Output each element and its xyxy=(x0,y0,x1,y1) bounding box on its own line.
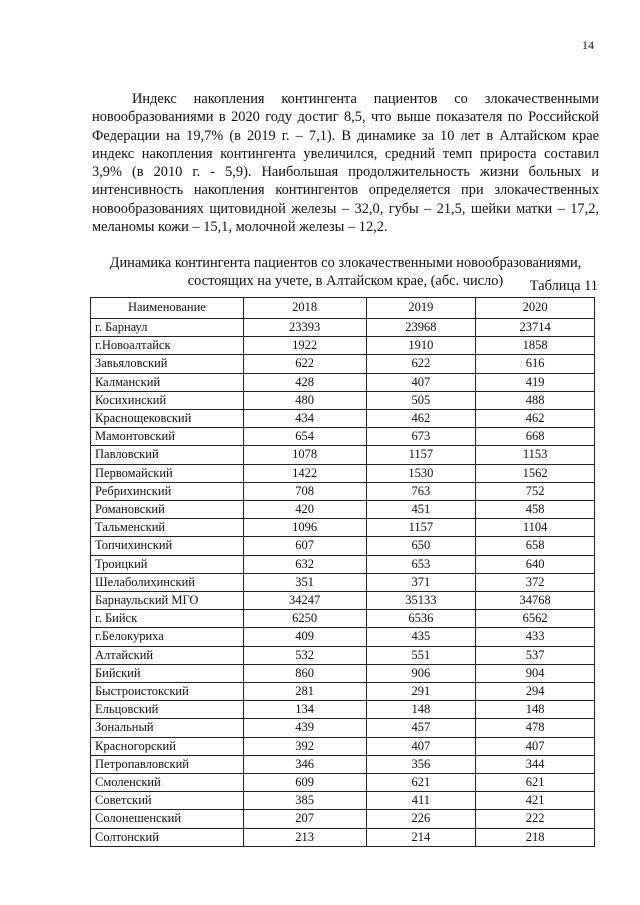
table-row xyxy=(91,446,595,464)
table-row xyxy=(91,519,595,537)
row-value-cell: 281 xyxy=(243,683,366,701)
table-row xyxy=(91,373,595,391)
row-value-cell: 609 xyxy=(243,774,366,792)
table-row xyxy=(91,792,595,810)
row-value-cell: 1562 xyxy=(476,464,595,482)
row-value-cell: 218 xyxy=(476,828,595,846)
row-value-cell: 860 xyxy=(243,664,366,682)
row-name-cell: Ельцовский xyxy=(91,701,244,719)
row-value-cell: 294 xyxy=(476,683,595,701)
row-name-cell: Барнаульский МГО xyxy=(91,592,244,610)
row-value-cell: 1096 xyxy=(243,519,366,537)
row-value-cell: 763 xyxy=(366,482,476,500)
row-value-cell: 505 xyxy=(366,391,476,409)
table-row xyxy=(91,355,595,373)
table-row xyxy=(91,592,595,610)
row-value-cell: 411 xyxy=(366,792,476,810)
row-value-cell: 148 xyxy=(476,701,595,719)
row-name-cell: Калманский xyxy=(91,373,244,391)
table-row xyxy=(91,319,595,337)
row-value-cell: 451 xyxy=(366,501,476,519)
row-value-cell: 462 xyxy=(476,410,595,428)
row-name-cell: г. Барнаул xyxy=(91,319,244,337)
row-name-cell: Шелаболихинский xyxy=(91,573,244,591)
row-value-cell: 640 xyxy=(476,555,595,573)
row-name-cell: Первомайский xyxy=(91,464,244,482)
row-value-cell: 532 xyxy=(243,646,366,664)
row-value-cell: 344 xyxy=(476,755,595,773)
header-2018: 2018 xyxy=(243,298,366,319)
row-value-cell: 537 xyxy=(476,646,595,664)
table-row xyxy=(91,410,595,428)
row-value-cell: 392 xyxy=(243,737,366,755)
row-value-cell: 407 xyxy=(476,737,595,755)
table-row xyxy=(91,701,595,719)
row-value-cell: 23714 xyxy=(476,319,595,337)
table-row xyxy=(91,482,595,500)
table-row xyxy=(91,337,595,355)
table-row xyxy=(91,573,595,591)
row-value-cell: 480 xyxy=(243,391,366,409)
table-row xyxy=(91,646,595,664)
row-name-cell: Краснощековский xyxy=(91,410,244,428)
table-row xyxy=(91,555,595,573)
row-value-cell: 621 xyxy=(366,774,476,792)
row-value-cell: 351 xyxy=(243,573,366,591)
row-value-cell: 222 xyxy=(476,810,595,828)
row-value-cell: 434 xyxy=(243,410,366,428)
row-value-cell: 1157 xyxy=(366,519,476,537)
table-row xyxy=(91,428,595,446)
row-value-cell: 478 xyxy=(476,719,595,737)
row-value-cell: 226 xyxy=(366,810,476,828)
row-value-cell: 428 xyxy=(243,373,366,391)
row-name-cell: Бийский xyxy=(91,664,244,682)
row-value-cell: 607 xyxy=(243,537,366,555)
row-name-cell: Красногорский xyxy=(91,737,244,755)
row-value-cell: 668 xyxy=(476,428,595,446)
row-value-cell: 904 xyxy=(476,664,595,682)
row-name-cell: Смоленский xyxy=(91,774,244,792)
row-value-cell: 207 xyxy=(243,810,366,828)
table-row xyxy=(91,628,595,646)
row-value-cell: 34768 xyxy=(476,592,595,610)
table-row xyxy=(91,828,595,846)
row-value-cell: 34247 xyxy=(243,592,366,610)
table-row xyxy=(91,719,595,737)
row-value-cell: 1422 xyxy=(243,464,366,482)
table-row xyxy=(91,774,595,792)
row-value-cell: 409 xyxy=(243,628,366,646)
row-value-cell: 1157 xyxy=(366,446,476,464)
row-value-cell: 462 xyxy=(366,410,476,428)
row-value-cell: 23393 xyxy=(243,319,366,337)
row-value-cell: 1910 xyxy=(366,337,476,355)
row-name-cell: Тальменский xyxy=(91,519,244,537)
row-value-cell: 419 xyxy=(476,373,595,391)
row-name-cell: Солонешенский xyxy=(91,810,244,828)
row-name-cell: Мамонтовский xyxy=(91,428,244,446)
row-value-cell: 433 xyxy=(476,628,595,646)
table-row xyxy=(91,755,595,773)
row-name-cell: Зональный xyxy=(91,719,244,737)
row-value-cell: 1104 xyxy=(476,519,595,537)
row-value-cell: 134 xyxy=(243,701,366,719)
row-name-cell: Троицкий xyxy=(91,555,244,573)
row-value-cell: 6536 xyxy=(366,610,476,628)
table-caption-line-2: состоящих на учете, в Алтайском крае, (абс. число) xyxy=(187,272,504,289)
header-2020: 2020 xyxy=(476,298,595,319)
row-name-cell: Романовский xyxy=(91,501,244,519)
row-name-cell: Топчихинский xyxy=(91,537,244,555)
row-value-cell: 23968 xyxy=(366,319,476,337)
row-value-cell: 457 xyxy=(366,719,476,737)
row-value-cell: 420 xyxy=(243,501,366,519)
row-value-cell: 148 xyxy=(366,701,476,719)
row-value-cell: 371 xyxy=(366,573,476,591)
row-value-cell: 650 xyxy=(366,537,476,555)
row-value-cell: 407 xyxy=(366,737,476,755)
header-name: Наименование xyxy=(91,298,244,319)
row-value-cell: 439 xyxy=(243,719,366,737)
row-value-cell: 653 xyxy=(366,555,476,573)
table-label: Таблица 11 xyxy=(529,278,598,294)
row-value-cell: 673 xyxy=(366,428,476,446)
row-value-cell: 346 xyxy=(243,755,366,773)
row-value-cell: 458 xyxy=(476,501,595,519)
row-name-cell: г.Белокуриха xyxy=(91,628,244,646)
row-value-cell: 291 xyxy=(366,683,476,701)
row-name-cell: Косихинский xyxy=(91,391,244,409)
row-value-cell: 6562 xyxy=(476,610,595,628)
table-row xyxy=(91,810,595,828)
row-name-cell: Алтайский xyxy=(91,646,244,664)
table-row xyxy=(91,610,595,628)
table-row xyxy=(91,683,595,701)
row-name-cell: Советский xyxy=(91,792,244,810)
row-value-cell: 214 xyxy=(366,828,476,846)
row-value-cell: 1078 xyxy=(243,446,366,464)
row-value-cell: 35133 xyxy=(366,592,476,610)
row-value-cell: 1922 xyxy=(243,337,366,355)
table-row xyxy=(91,501,595,519)
row-value-cell: 551 xyxy=(366,646,476,664)
row-value-cell: 488 xyxy=(476,391,595,409)
row-name-cell: Солтонский xyxy=(91,828,244,846)
row-value-cell: 356 xyxy=(366,755,476,773)
row-name-cell: Быстроистокский xyxy=(91,683,244,701)
row-value-cell: 654 xyxy=(243,428,366,446)
row-value-cell: 385 xyxy=(243,792,366,810)
table-row xyxy=(91,737,595,755)
row-value-cell: 906 xyxy=(366,664,476,682)
table-row xyxy=(91,537,595,555)
header-2019: 2019 xyxy=(366,298,476,319)
contingent-table xyxy=(90,297,595,847)
row-name-cell: г. Бийск xyxy=(91,610,244,628)
row-value-cell: 622 xyxy=(243,355,366,373)
row-value-cell: 213 xyxy=(243,828,366,846)
row-name-cell: г.Новоалтайск xyxy=(91,337,244,355)
row-name-cell: Ребрихинский xyxy=(91,482,244,500)
table-header-row xyxy=(91,298,595,319)
row-value-cell: 632 xyxy=(243,555,366,573)
row-name-cell: Петропавловский xyxy=(91,755,244,773)
row-value-cell: 616 xyxy=(476,355,595,373)
row-value-cell: 407 xyxy=(366,373,476,391)
table-caption-line-1: Динамика контингента пациентов со злокачественными новообразованиями, xyxy=(109,255,582,271)
row-value-cell: 622 xyxy=(366,355,476,373)
table-row xyxy=(91,464,595,482)
row-name-cell: Павловский xyxy=(91,446,244,464)
row-value-cell: 621 xyxy=(476,774,595,792)
body-paragraph: Индекс накопления контингента пациентов со злокачественными новообразованиями в 2020 году достиг 8,5, что выше показателя по Российской Федерации на 19,7% (в 2019 г. – 7,1). В динамике за 10 лет в Алтайском крае индекс накопления контингента увеличился, средний темп прироста составил 3,9% (в 2010 г. - 5,9). Наибольшая продолжительность жизни больных и интенсивность накопления контингентов определяется при злокачественных новообразованиях щитовидной железы – 32,0, губы – 21,5, шейки матки – 17,2, меланомы кожи – 15,1, молочной железы – 12,2. xyxy=(92,91,599,236)
row-value-cell: 1153 xyxy=(476,446,595,464)
row-value-cell: 372 xyxy=(476,573,595,591)
table-row xyxy=(91,664,595,682)
row-value-cell: 435 xyxy=(366,628,476,646)
page-number: 14 xyxy=(582,38,594,52)
table-row xyxy=(91,391,595,409)
row-value-cell: 6250 xyxy=(243,610,366,628)
row-value-cell: 752 xyxy=(476,482,595,500)
row-name-cell: Завьяловский xyxy=(91,355,244,373)
row-value-cell: 658 xyxy=(476,537,595,555)
row-value-cell: 1858 xyxy=(476,337,595,355)
row-value-cell: 708 xyxy=(243,482,366,500)
row-value-cell: 421 xyxy=(476,792,595,810)
row-value-cell: 1530 xyxy=(366,464,476,482)
